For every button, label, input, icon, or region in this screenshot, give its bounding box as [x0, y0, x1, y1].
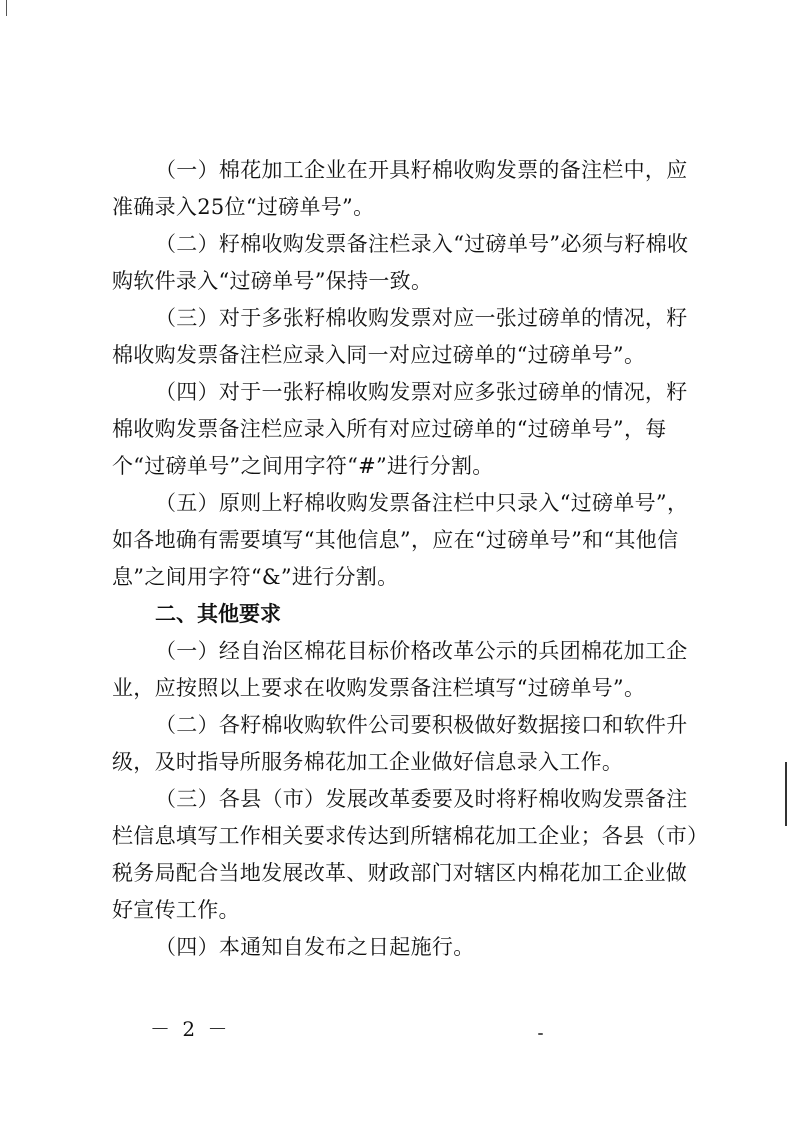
document-body [112, 152, 702, 966]
paragraph-1-3: （三）对于多张籽棉收购发票对应一张过磅单的情况，籽棉收购发票备注栏应录入同一对应过磅单的“过磅单号”。 [112, 306, 688, 367]
paragraph-2-1: （一）经自治区棉花目标价格改革公示的兵团棉花加工企业，应按照以上要求在收购发票备注栏填写“过磅单号”。 [112, 639, 688, 700]
page-number: － 2 － [150, 1017, 231, 1041]
paragraph-1-2: （二）籽棉收购发票备注栏录入“过磅单号”必须与籽棉收购软件录入“过磅单号”保持一致。 [112, 232, 689, 293]
scan-edge-mark [6, 0, 7, 16]
paragraph-1-4: （四）对于一张籽棉收购发票对应多张过磅单的情况，籽棉收购发票备注栏应录入所有对应过磅单的“过磅单号”，每个“过磅单号”之间用字符“#”进行分割。 [112, 380, 688, 478]
paragraph-1-5: （五）原则上籽棉收购发票备注栏中只录入“过磅单号”，如各地确有需要填写“其他信息”，应在“过磅单号”和“其他信息”之间用字符“&”进行分割。 [112, 491, 689, 589]
scan-speck [538, 1033, 543, 1035]
paragraph-2-3: （三）各县（市）发展改革委要及时将籽棉收购发票备注栏信息填写工作相关要求传达到所辖棉花加工企业；各县（市）税务局配合当地发展改革、财政部门对辖区内棉花加工企业做好宣传工作。 [112, 787, 698, 922]
paragraph-2-2: （二）各籽棉收购软件公司要积极做好数据接口和软件升级，及时指导所服务棉花加工企业做好信息录入工作。 [112, 713, 688, 774]
paragraph-2-4: （四）本通知自发布之日起施行。 [155, 935, 475, 959]
section-heading: 二、其他要求 [155, 602, 281, 626]
scan-edge-mark [785, 762, 787, 826]
paragraph-1-1: （一）棉花加工企业在开具籽棉收购发票的备注栏中，应准确录入25位“过磅单号”。 [112, 158, 688, 219]
